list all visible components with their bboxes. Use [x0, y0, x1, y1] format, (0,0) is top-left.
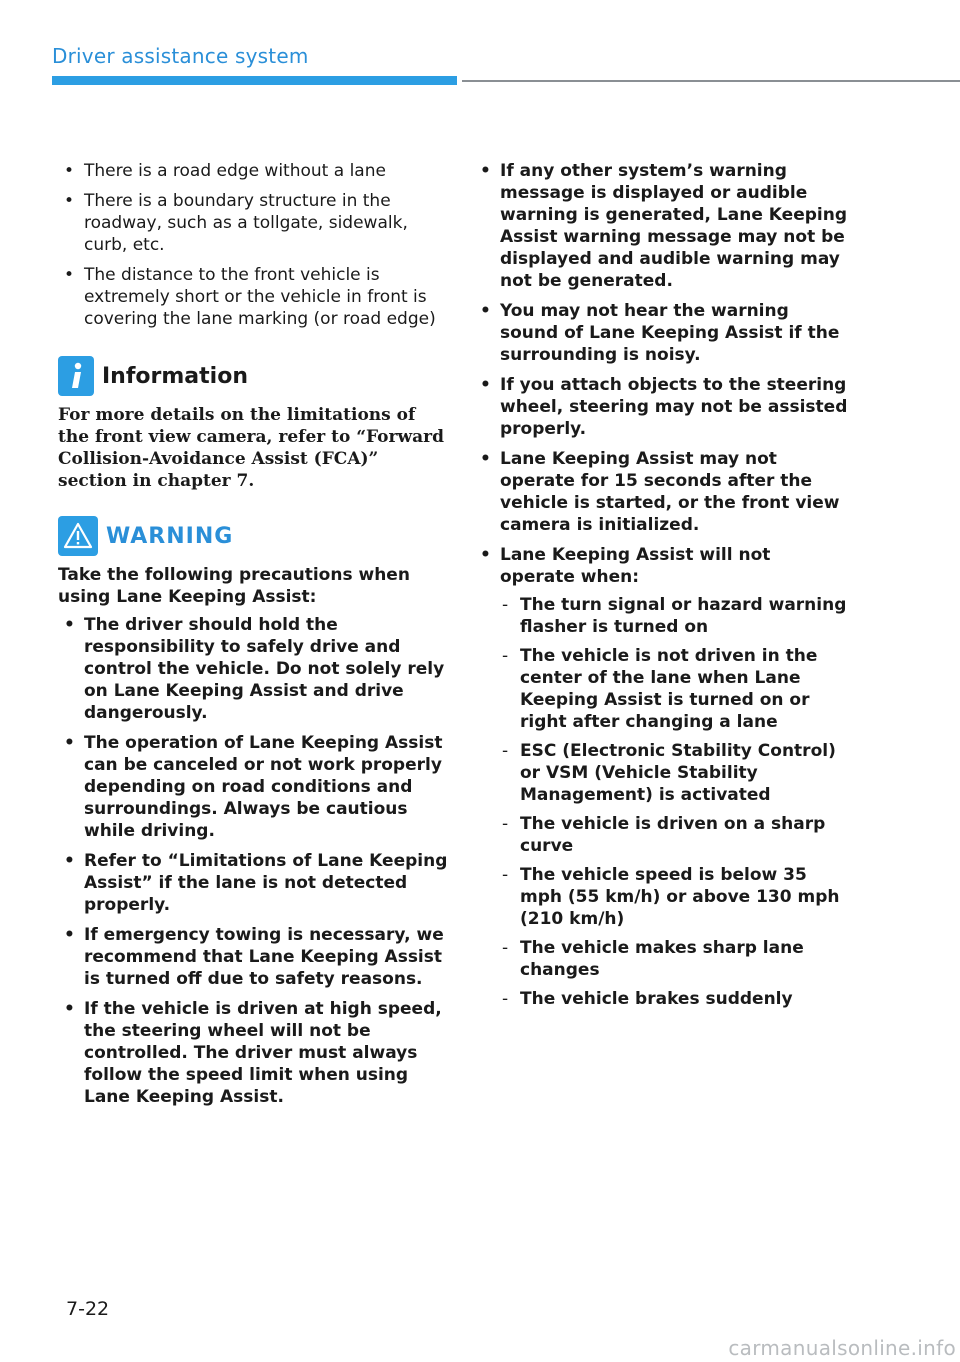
header-accent-bar — [52, 76, 457, 85]
list-item: • If emergency towing is necessary, we recommend that Lane Keeping Assist is turned off due to safety reasons. — [62, 924, 450, 990]
list-item: • You may not hear the warning sound of Lane Keeping Assist if the surrounding is noisy. — [478, 300, 850, 366]
list-item: • There is a boundary structure in the roadway, such as a tollgate, sidewalk, curb, etc. — [62, 190, 450, 256]
warning-intro: Take the following precautions when using Lane Keeping Assist: — [58, 565, 410, 607]
condition-list — [62, 160, 450, 330]
information-text: For more details on the limitations of the front view camera, refer to “Forward Collision-Avoidance Assist (FCA)” section in chapter 7. — [58, 405, 444, 491]
section-title: Driver assistance system — [52, 44, 309, 68]
sub-list-item: - The vehicle is not driven in the center of the lane when Lane Keeping Assist is turned on or right after changing a lane — [500, 645, 850, 733]
warning-triangle-icon — [58, 516, 98, 556]
sub-list-item: - The vehicle speed is below 35 mph (55 km/h) or above 130 mph (210 km/h) — [500, 864, 850, 930]
sub-list-item: - The vehicle makes sharp lane changes — [500, 937, 850, 981]
sub-list-item: - The turn signal or hazard warning flasher is turned on — [500, 594, 850, 638]
sub-list-item: - The vehicle is driven on a sharp curve — [500, 813, 850, 857]
information-heading — [58, 356, 450, 396]
watermark: carmanualsonline.info — [728, 1336, 956, 1360]
right-column — [478, 160, 850, 1018]
list-item: • If the vehicle is driven at high speed, the steering wheel will not be controlled. The driver must always follow the speed limit when using Lane Keeping Assist. — [62, 998, 450, 1108]
list-item: • The driver should hold the responsibility to safely drive and control the vehicle. Do not solely rely on Lane Keeping Assist and drive dangerously. — [62, 614, 450, 724]
warning-list-continued — [478, 160, 850, 1010]
not-operate-lead: Lane Keeping Assist will not operate when: — [500, 545, 771, 587]
list-item: • If you attach objects to the steering wheel, steering may not be assisted properly. — [478, 374, 850, 440]
sub-list-item: - The vehicle brakes suddenly — [500, 988, 850, 1010]
list-item: • Lane Keeping Assist may not operate for 15 seconds after the vehicle is started, or the front view camera is initialized. — [478, 448, 850, 536]
not-operate-list — [500, 594, 850, 1010]
list-item: • The operation of Lane Keeping Assist can be canceled or not work properly depending on road conditions and surroundings. Always be cautious while driving. — [62, 732, 450, 842]
header-rule — [462, 80, 960, 82]
sub-list-item: - ESC (Electronic Stability Control) or VSM (Vehicle Stability Management) is activated — [500, 740, 850, 806]
list-item: • Refer to “Limitations of Lane Keeping Assist” if the lane is not detected properly. — [62, 850, 450, 916]
list-item — [478, 544, 850, 1010]
list-item: • If any other system’s warning message is displayed or audible warning is generated, Lane Keeping Assist warning message may not be displayed and audible warning may not be generated. — [478, 160, 850, 292]
warning-title: WARNING — [106, 523, 234, 549]
warning-list — [62, 614, 450, 1108]
list-item: • The distance to the front vehicle is extremely short or the vehicle in front is covering the lane marking (or road edge) — [62, 264, 450, 330]
list-item: • There is a road edge without a lane — [62, 160, 450, 182]
page-number: 7-22 — [66, 1298, 110, 1320]
left-column — [58, 160, 450, 1116]
info-icon — [58, 356, 94, 396]
warning-heading — [58, 516, 450, 556]
information-title: Information — [102, 363, 248, 389]
